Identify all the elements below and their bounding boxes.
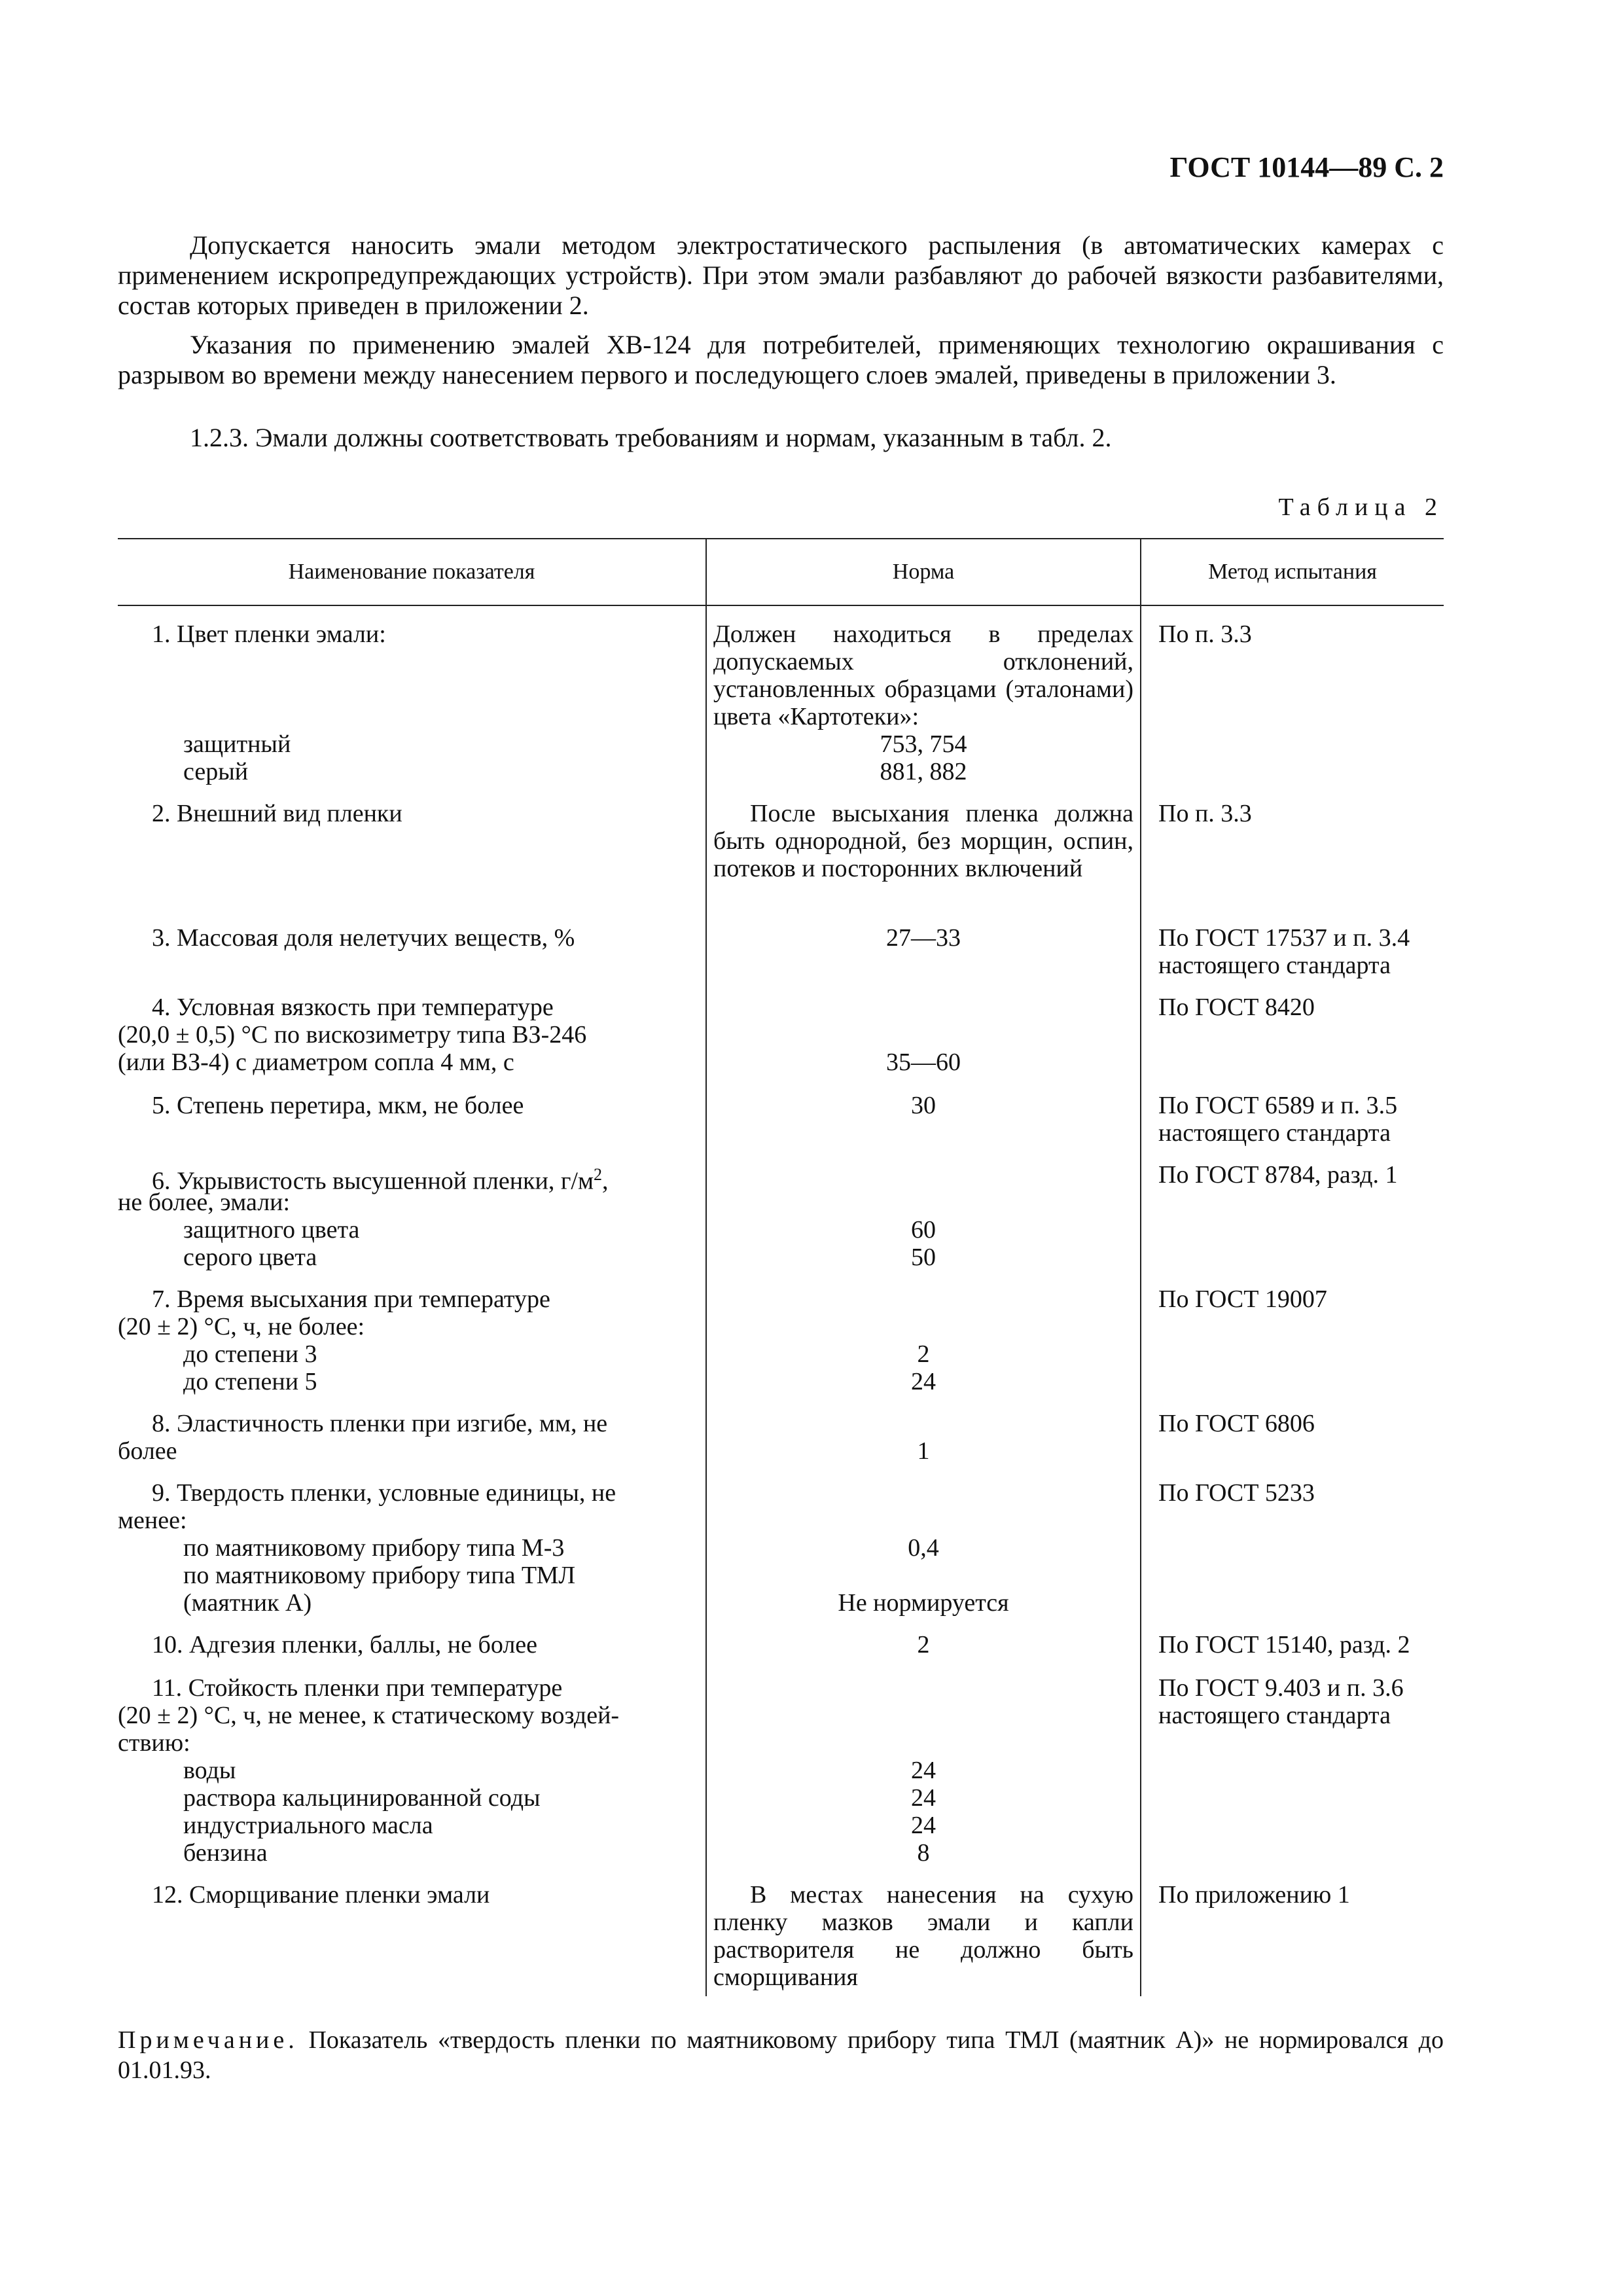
row-11-sub: бензина bbox=[183, 1839, 268, 1867]
row-2-method: По п. 3.3 bbox=[1158, 800, 1252, 827]
row-3-norm-value: 27—33 bbox=[886, 924, 961, 952]
row-4-label: (или ВЗ-4) с диаметром сопла 4 мм, с bbox=[118, 1049, 514, 1076]
row-9-sub: (маятник А) bbox=[183, 1589, 312, 1617]
row-11-sub: индустриального масла bbox=[183, 1812, 433, 1839]
row-6-norm-value: 60 bbox=[911, 1216, 936, 1244]
row-6-norm-value: 50 bbox=[911, 1244, 936, 1271]
row-6-method: По ГОСТ 8784, разд. 1 bbox=[1158, 1161, 1398, 1189]
row-1-sub: защитный bbox=[183, 730, 291, 758]
column-divider-2 bbox=[1140, 538, 1141, 1996]
row-9-sub: по маятниковому прибору типа М-3 bbox=[183, 1534, 565, 1562]
row-8-method: По ГОСТ 6806 bbox=[1158, 1410, 1315, 1437]
row-2-norm-text: После высыхания пленка должна быть однородной, без морщин, оспин, потеков и посторонних включений bbox=[713, 800, 1133, 882]
row-4-norm-value: 35—60 bbox=[886, 1049, 961, 1076]
row-10-label: 10. Адгезия пленки, баллы, не более bbox=[152, 1631, 538, 1659]
table-header-rule bbox=[118, 605, 1444, 606]
row-8-label: более bbox=[118, 1437, 177, 1465]
row-7-method: По ГОСТ 19007 bbox=[1158, 1285, 1327, 1313]
row-3-method: настоящего стандарта bbox=[1158, 952, 1391, 979]
table-top-rule bbox=[118, 538, 1444, 539]
row-9-norm-value: 0,4 bbox=[908, 1534, 939, 1562]
row-7-sub: до степени 3 bbox=[183, 1340, 317, 1368]
row-6-label: не более, эмали: bbox=[118, 1189, 291, 1216]
row-9-method: По ГОСТ 5233 bbox=[1158, 1479, 1315, 1507]
header-norm: Норма bbox=[892, 560, 955, 584]
note-label: Примечание. bbox=[118, 2026, 298, 2054]
row-1-sub: серый bbox=[183, 758, 249, 785]
row-7-label: 7. Время высыхания при температуре bbox=[152, 1285, 550, 1313]
properties-table bbox=[118, 538, 1444, 1996]
row-5-norm-value: 30 bbox=[911, 1092, 936, 1119]
row-1-label: 1. Цвет пленки эмали: bbox=[152, 620, 386, 648]
row-11-label: 11. Стойкость пленки при температуре bbox=[152, 1674, 563, 1702]
row-9-label: менее: bbox=[118, 1507, 187, 1534]
row-4-method: По ГОСТ 8420 bbox=[1158, 994, 1315, 1021]
row-7-norm-value: 24 bbox=[911, 1368, 936, 1395]
row-1-method: По п. 3.3 bbox=[1158, 620, 1252, 648]
row-11-sub: воды bbox=[183, 1757, 236, 1784]
row-9-label: 9. Твердость пленки, условные единицы, не bbox=[152, 1479, 616, 1507]
row-11-label: (20 ± 2) °С, ч, не менее, к статическому воздей- bbox=[118, 1702, 620, 1729]
row-5-method: настоящего стандарта bbox=[1158, 1119, 1391, 1147]
row-8-norm-value: 1 bbox=[917, 1437, 930, 1465]
row-8-label: 8. Эластичность пленки при изгибе, мм, не bbox=[152, 1410, 608, 1437]
row-3-method: По ГОСТ 17537 и п. 3.4 bbox=[1158, 924, 1410, 952]
row-12-norm-text: В местах нанесения на сухую пленку мазков эмали и капли растворителя не должно быть сморщивания bbox=[713, 1881, 1133, 1991]
paragraph-requirements: 1.2.3. Эмали должны соответствовать требованиям и нормам, указанным в табл. 2. bbox=[190, 423, 1112, 452]
row-11-norm-value: 24 bbox=[911, 1757, 936, 1784]
row-11-label: ствию: bbox=[118, 1729, 190, 1757]
row-7-norm-value: 2 bbox=[917, 1340, 930, 1368]
row-6-sub: серого цвета bbox=[183, 1244, 317, 1271]
note-text: Показатель «твердость пленки по маятниковому прибору типа ТМЛ (маятник А)» не нормировался до 01.01.93. bbox=[118, 2026, 1444, 2084]
row-7-label: (20 ± 2) °С, ч, не более: bbox=[118, 1313, 365, 1340]
row-6-superscript: 2 bbox=[594, 1165, 603, 1184]
row-1-norm-value: 881, 882 bbox=[880, 758, 967, 785]
header-indicator: Наименование показателя bbox=[288, 560, 535, 584]
row-2-label: 2. Внешний вид пленки bbox=[152, 800, 402, 827]
row-10-norm-value: 2 bbox=[917, 1631, 930, 1659]
paragraph-electrostatic: Допускается наносить эмали методом электростатического распыления (в автоматических камерах с применением искропредупреждающих устройств). При этом эмали разбавляют до рабочей вязкости разбавителями, состав которых приведен в приложении 2. bbox=[118, 230, 1444, 320]
row-11-norm-value: 24 bbox=[911, 1784, 936, 1812]
row-11-method: настоящего стандарта bbox=[1158, 1702, 1391, 1729]
row-11-method: По ГОСТ 9.403 и п. 3.6 bbox=[1158, 1674, 1404, 1702]
row-6-label: 6. Укрывистость высушенной пленки, $г/м^2$, bbox=[152, 1165, 609, 1195]
row-9-norm-value: Не нормируется bbox=[838, 1589, 1009, 1617]
row-5-method: По ГОСТ 6589 и п. 3.5 bbox=[1158, 1092, 1398, 1119]
row-9-sub: по маятниковому прибору типа ТМЛ bbox=[183, 1562, 576, 1589]
table-caption: Таблица 2 bbox=[1278, 493, 1444, 521]
header-method: Метод испытания bbox=[1208, 560, 1377, 584]
row-11-norm-value: 24 bbox=[911, 1812, 936, 1839]
page-header: ГОСТ 10144—89 С. 2 bbox=[1169, 151, 1444, 183]
row-4-label: 4. Условная вязкость при температуре bbox=[152, 994, 554, 1021]
row-1-norm-text: Должен находиться в пределах допускаемых отклонений, установленных образцами (эталонами) цвета «Картотеки»: bbox=[713, 620, 1133, 730]
row-12-label: 12. Сморщивание пленки эмали bbox=[152, 1881, 490, 1909]
row-12-method: По приложению 1 bbox=[1158, 1881, 1350, 1909]
row-3-label: 3. Массовая доля нелетучих веществ, % bbox=[152, 924, 575, 952]
row-11-sub: раствора кальцинированной соды bbox=[183, 1784, 541, 1812]
row-6-sub: защитного цвета bbox=[183, 1216, 360, 1244]
row-7-sub: до степени 5 bbox=[183, 1368, 317, 1395]
row-11-norm-value: 8 bbox=[917, 1839, 930, 1867]
row-4-label: (20,0 ± 0,5) °С по вискозиметру типа ВЗ-246 bbox=[118, 1021, 587, 1049]
row-1-norm-value: 753, 754 bbox=[880, 730, 967, 758]
paragraph-application-instructions: Указания по применению эмалей ХВ-124 для потребителей, применяющих технологию окрашивания с разрывом во времени между нанесением первого и последующего слоев эмалей, приведены в приложении 3. bbox=[118, 330, 1444, 389]
row-5-label: 5. Степень перетира, мкм, не более bbox=[152, 1092, 524, 1119]
table-note bbox=[118, 2025, 1444, 2085]
row-10-method: По ГОСТ 15140, разд. 2 bbox=[1158, 1631, 1410, 1659]
